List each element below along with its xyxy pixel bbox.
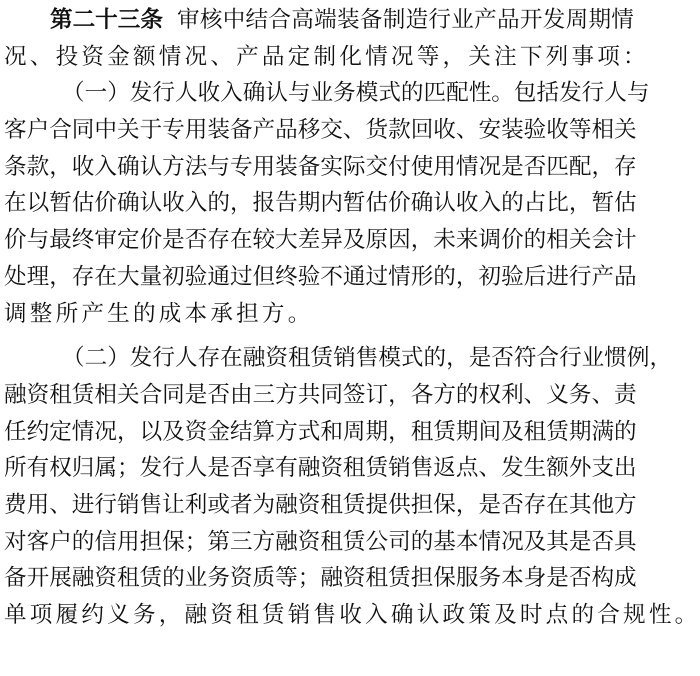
article-intro-line-1: 审 核 中 结 合 高 端 装 备 制 造 行 业 产 品 开 发 周 期 情 xyxy=(176,7,634,33)
item1-line-2: 客 户 合 同 中 关 于 专 用 装 备 产 品 移 交 、 货 款 回 收 、 安 装 验 收 等 相 关 xyxy=(4,117,637,144)
item2-line-2: 融 资 租 赁 相 关 合 同 是 否 由 三 方 共 同 签 订 ， 各 方 的 权 利 、 义 务 、 责 xyxy=(4,381,637,408)
item2-line-8: 单项履约义务，融资租赁销售收入确认政策及时点的合规性。 xyxy=(4,602,700,628)
item2-line-1: （ 二 ） 发 行 人 存 在 融 资 租 赁 销 售 模 式 的 ， 是 否 符 合 行 业 惯 例 ， xyxy=(62,345,673,372)
item2-line-7: 备 开 展 融 资 租 赁 的 业 务 资 质 等 ； 融 资 租 赁 担 保 服 务 本 身 是 否 构 成 xyxy=(4,565,637,592)
item1-line-7: 调整所产生的成本承担方。 xyxy=(4,300,314,327)
item2-line-3: 任 约 定 情 况 ， 以 及 资 金 结 算 方 式 和 周 期 ， 租 赁 期 间 及 租 赁 期 满 的 xyxy=(4,418,637,445)
paragraph-gap xyxy=(4,332,634,340)
article-title: 第二十三条 xyxy=(50,7,163,33)
item2-line-5: 费 用 、 进 行 销 售 让 利 或 者 为 融 资 租 赁 提 供 担 保 ， 是 否 存 在 其 他 方 xyxy=(4,491,637,518)
article-heading-line xyxy=(4,2,634,39)
item1-line-6: 处 理 ， 存 在 大 量 初 验 通 过 但 终 验 不 通 过 情 形 的 ， 初 验 后 进 行 产 品 xyxy=(4,263,637,290)
item1-line-5: 价 与 最 终 审 定 价 是 否 存 在 较 大 差 异 及 原 因 ， 未 来 调 价 的 相 关 会 计 xyxy=(4,227,637,254)
item2-line-4: 所 有 权 归 属 ； 发 行 人 是 否 享 有 融 资 租 赁 销 售 返 点 、 发 生 额 外 支 出 xyxy=(4,455,637,482)
item1-line-1: （ 一 ） 发 行 人 收 入 确 认 与 业 务 模 式 的 匹 配 性 。 包 括 发 行 人 与 xyxy=(62,80,650,107)
item1-line-3: 条 款 ， 收 入 确 认 方 法 与 专 用 装 备 实 际 交 付 使 用 情 况 是 否 匹 配 ， 存 xyxy=(4,153,637,180)
article-intro-line-2: 况、投资金额情况、产品定制化情况等，关注下列事项： xyxy=(4,43,649,70)
item2-line-6: 对 客 户 的 信 用 担 保 ； 第 三 方 融 资 租 赁 公 司 的 基 本 情 况 及 其 是 否 具 xyxy=(4,528,637,555)
item1-line-4: 在 以 暂 估 价 确 认 收 入 的 ， 报 告 期 内 暂 估 价 确 认 收 入 的 占 比 ， 暂 估 xyxy=(4,190,637,217)
